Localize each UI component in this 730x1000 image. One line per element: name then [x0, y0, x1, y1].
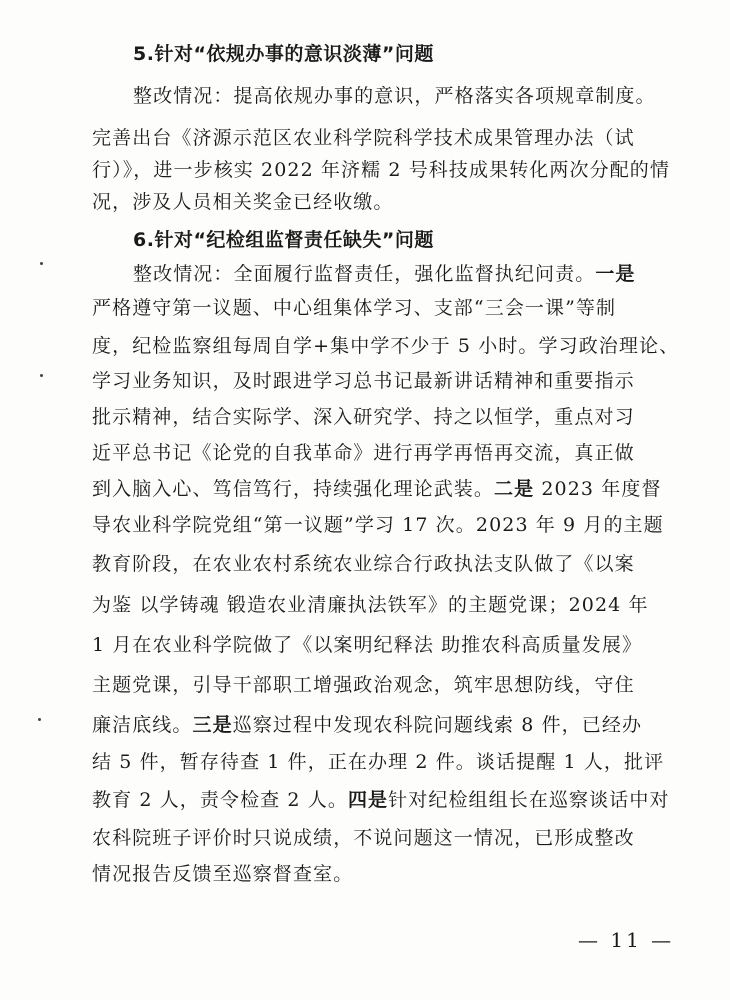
section-5-heading: 5.针对“依规办事的意识淡薄”问题 — [133, 43, 434, 65]
section-6-line-11: 1 月在农业科学院做了《以案明纪释法 助推农科高质量发展》 — [92, 634, 643, 656]
section-6-line-15-tail: 针对纪检组组长在巡察谈话中对 — [388, 789, 670, 811]
section-5-line-2: 完善出台《济源示范区农业科学院科学技术成果管理办法（试 — [92, 127, 635, 149]
section-6-line-2: 严格遵守第一议题、中心组集体学习、支部“三会一课”等制 — [92, 297, 617, 319]
section-6-line-6: 近平总书记《论党的自我革命》进行再学再悟再交流，真正做 — [92, 442, 635, 464]
section-6-line-17: 情况报告反馈至巡察督查室。 — [92, 863, 354, 885]
section-6-line-14: 结 5 件，暂存待查 1 件，正在办理 2 件。谈话提醒 1 人，批评 — [92, 751, 665, 773]
section-6-line-7 — [92, 474, 662, 501]
section-6-line-15-text: 教育 2 人，责令检查 2 人。 — [92, 789, 348, 811]
section-5-line-1: 整改情况：提高依规办事的意识，严格落实各项规章制度。 — [133, 85, 656, 107]
section-6-line-1-text: 整改情况：全面履行监督责任，强化监督执纪问责。 — [133, 263, 596, 285]
section-6-line-1 — [133, 259, 636, 286]
section-5-line-4: 况，涉及人员相关奖金已经收缴。 — [92, 191, 394, 213]
scan-speck — [40, 262, 43, 265]
section-6-line-7-tail: 2023 年度督 — [534, 478, 662, 500]
section-6-line-13 — [92, 710, 642, 737]
section-6-line-3: 度，纪检监察组每周自学+集中学不少于 5 小时。学习政治理论、 — [92, 335, 680, 357]
scan-speck — [40, 374, 43, 377]
section-6-line-13-tail: 巡察过程中发现农科院问题线索 8 件，已经办 — [232, 714, 643, 736]
section-6-line-8: 导农业科学院党组“第一议题”学习 17 次。2023 年 9 月的主题 — [92, 514, 664, 536]
section-6-line-5: 批示精神，结合实际学、深入研究学、持之以恒学，重点对习 — [92, 406, 635, 428]
section-6-line-13-text: 廉洁底线。 — [92, 714, 193, 736]
section-6-line-10: 为鉴 以学铸魂 锻造农业清廉执法铁军》的主题党课；2024 年 — [92, 594, 649, 616]
point-three-label: 三是 — [192, 714, 233, 736]
section-6-line-16: 农科院班子评价时只说成绩，不说问题这一情况，已形成整改 — [92, 827, 635, 849]
section-6-line-15 — [92, 785, 670, 812]
section-6-line-7-text: 到入脑入心、笃信笃行，持续强化理论武装。 — [92, 478, 495, 500]
scan-speck — [38, 718, 41, 721]
section-5-line-3: 行）》，进一步核实 2022 年济糯 2 号科技成果转化两次分配的情 — [92, 159, 671, 181]
page-number: — 11 — — [578, 928, 675, 952]
section-6-line-4: 学习业务知识，及时跟进学习总书记最新讲话精神和重要指示 — [92, 370, 635, 392]
section-6-line-12: 主题党课，引导干部职工增强政治观念，筑牢思想防线，守住 — [92, 674, 635, 696]
point-one-label: 一是 — [595, 263, 636, 285]
point-two-label: 二是 — [494, 478, 535, 500]
point-four-label: 四是 — [347, 789, 389, 811]
section-6-heading: 6.针对“纪检组监督责任缺失”问题 — [133, 229, 434, 251]
section-6-line-9: 教育阶段，在农业农村系统农业综合行政执法支队做了《以案 — [92, 553, 635, 575]
